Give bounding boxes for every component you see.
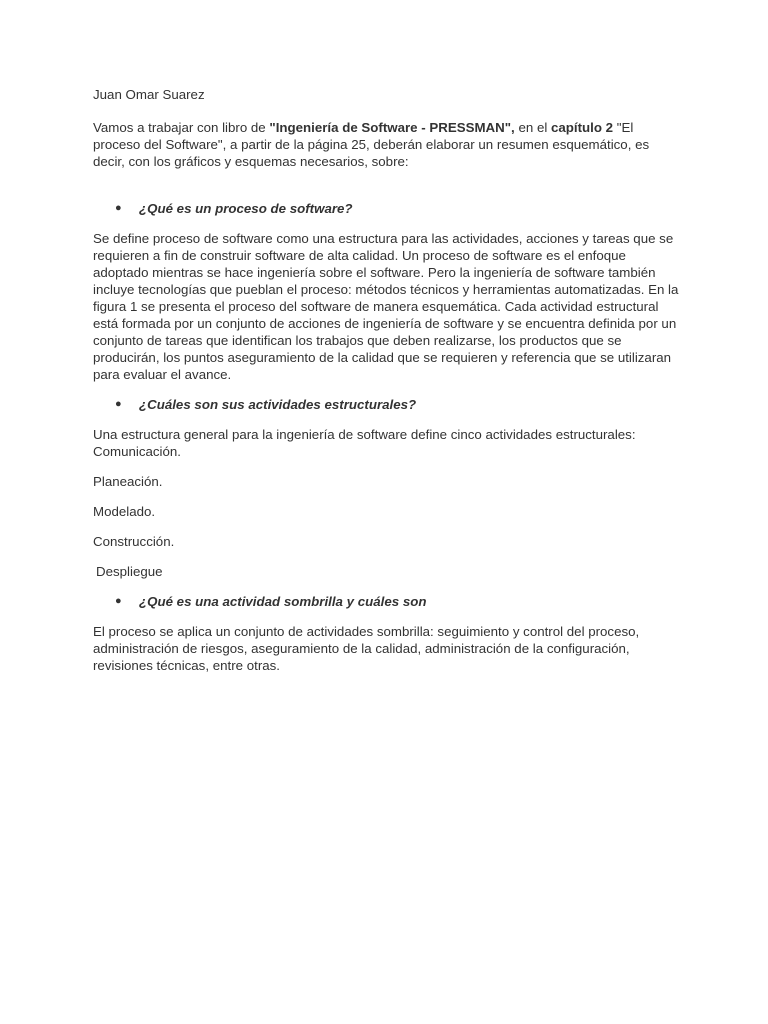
intro-text-1: Vamos a trabajar con libro de	[93, 120, 270, 135]
activity-item: Modelado.	[93, 504, 156, 519]
intro-text-3: "El proceso del Software", a partir de la página 25, deberán elaborar un resumen esquemático, es decir, con los gráficos y esquemas necesarios, sobre:	[93, 120, 650, 169]
bullet-icon: ●	[115, 202, 122, 214]
document-page	[93, 86, 683, 687]
activity-item: Despliegue	[96, 564, 163, 579]
answer-2: Una estructura general para la ingeniería de software define cinco actividades estructurales: Comunicación.	[93, 427, 636, 459]
bullet-icon: ●	[115, 595, 122, 607]
question-3	[93, 593, 683, 610]
intro-paragraph	[93, 119, 683, 170]
question-1-text: ¿Qué es un proceso de software?	[139, 201, 353, 216]
chapter-ref: capítulo 2	[551, 120, 614, 135]
intro-text-2: en el	[514, 120, 551, 135]
answer-3: El proceso se aplica un conjunto de actividades sombrilla: seguimiento y control del proceso, administración de riesgos, aseguramiento de la calidad, administración de la configuración, revisiones técnicas, entre otras.	[93, 624, 640, 673]
question-2	[93, 396, 683, 413]
question-1	[93, 200, 683, 217]
bullet-icon: ●	[115, 398, 122, 410]
answer-1: Se define proceso de software como una estructura para las actividades, acciones y tareas que se requieren a fin de construir software de alta calidad. Un proceso de software es el enfoque adoptado mientras se hace ingeniería sobre el software. Pero la ingeniería de software también incluye tecnologías que pueblan el proceso: métodos técnicos y herramientas automatizadas. En la figura 1 se presenta el proceso del software de manera esquemática. Cada actividad estructural está formada por un conjunto de acciones de ingeniería de software y se encuentra definida por un conjunto de tareas que identifican los trabajos que deben realizarse, los productos que se producirán, los puntos aseguramiento de la calidad que se requieren y referencia que se utilizaran para evaluar el avance.	[93, 231, 679, 382]
activity-item: Planeación.	[93, 474, 163, 489]
activity-item: Construcción.	[93, 534, 175, 549]
question-2-text: ¿Cuáles son sus actividades estructurales?	[139, 397, 417, 412]
question-3-text: ¿Qué es una actividad sombrilla y cuáles son	[139, 594, 427, 609]
author-name: Juan Omar Suarez	[93, 87, 205, 102]
book-title: "Ingeniería de Software - PRESSMAN",	[269, 120, 515, 135]
